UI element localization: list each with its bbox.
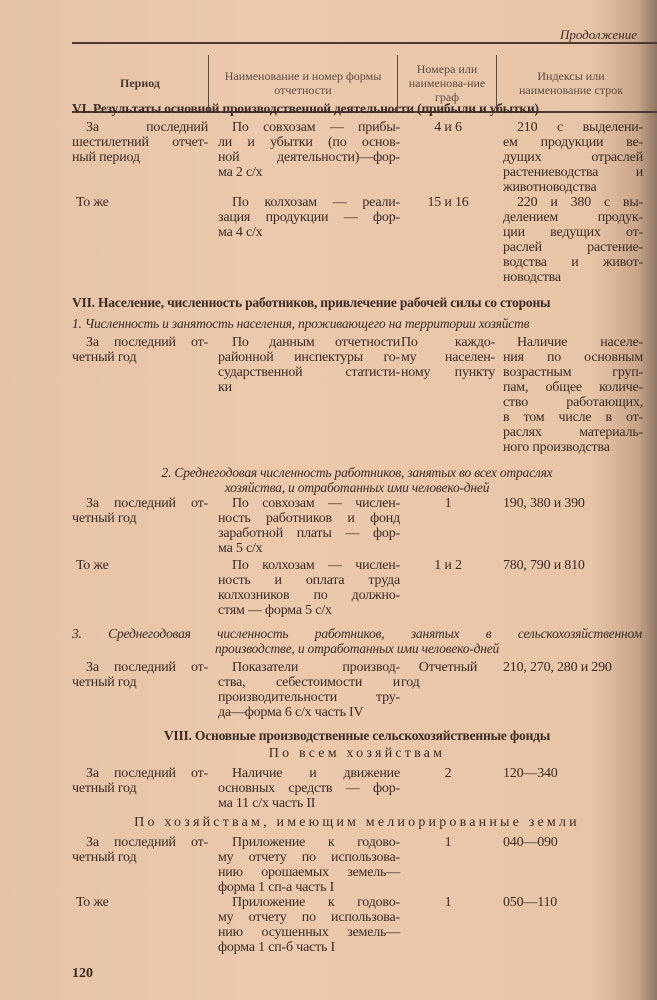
cell-form — [218, 660, 400, 720]
header-form: Наименование и номер формы отчетности — [224, 69, 382, 97]
section-heading — [72, 728, 642, 743]
cell-index — [503, 195, 643, 285]
cell-line: За последний от- — [86, 766, 208, 781]
cell-line: форма 1 сп-б часть I — [218, 940, 335, 955]
header-index: Индексы или наименование строк — [518, 69, 624, 97]
cell-line: 4 и 6 — [434, 120, 462, 135]
cell-form — [218, 195, 400, 240]
cell-form — [218, 766, 400, 811]
cell-line: нию орошаемых земель— — [218, 865, 400, 880]
cell-line: ки — [218, 380, 232, 395]
section-spaced — [72, 746, 642, 761]
cell-line: По совхозам — прибы- — [232, 120, 400, 135]
cell-line: пам, общее количе- — [503, 380, 643, 395]
cell-line: По колхозам — реали- — [232, 195, 400, 210]
section-line: производстве, и отработанных ими человеко-дней — [214, 641, 500, 656]
cell-line: То же — [76, 558, 109, 573]
cell-period — [72, 335, 208, 365]
cell-line: По совхозам — числен- — [232, 496, 400, 511]
cell-line: 210 с выделени- — [517, 120, 643, 135]
cell-period — [72, 766, 208, 796]
cell-line: в том числе в от- — [503, 410, 643, 425]
cell-period — [72, 496, 208, 526]
cell-line: Приложение к годово- — [232, 895, 400, 910]
table-top-rule — [72, 42, 657, 44]
cell-line: растениеводства и — [503, 165, 643, 180]
cell-line: 1 и 2 — [434, 558, 462, 573]
cell-line: производительности тру- — [218, 690, 400, 705]
cell-line: Приложение к годово- — [232, 835, 400, 850]
section-line: VI. Результаты основной производственной деятельности (прибыли и убытки) — [72, 101, 539, 116]
cell-graf — [401, 120, 495, 135]
cell-line: четный год — [72, 675, 137, 690]
cell-line: дущих отраслей — [503, 150, 643, 165]
cell-graf — [401, 766, 495, 781]
cell-line: Наличие населе- — [517, 335, 643, 350]
cell-line: возрастным груп- — [503, 365, 643, 380]
cell-line: ма 4 с/х — [218, 225, 263, 240]
cell-graf — [401, 496, 495, 511]
cell-period — [72, 660, 208, 690]
cell-line: То же — [76, 195, 109, 210]
cell-line: 220 и 380 с вы- — [517, 195, 643, 210]
cell-line: ли и убытки (по основ- — [218, 135, 400, 150]
cell-line: ному пункту — [401, 365, 495, 380]
cell-line: ма 11 с/х часть II — [218, 796, 316, 811]
section-heading — [72, 295, 642, 310]
cell-line: 15 и 16 — [427, 195, 469, 210]
cell-line: да—форма 6 с/х часть IV — [218, 705, 364, 720]
cell-line: ность и оплата труда — [218, 573, 400, 588]
cell-line: год — [401, 675, 420, 690]
section-line: VIII. Основные производственные сельскохозяйственные фонды — [163, 728, 551, 743]
cell-graf — [401, 195, 495, 210]
cell-line: стям — форма 5 с/х — [218, 603, 332, 618]
cell-line: ство работающих, — [503, 395, 643, 410]
cell-line: форма 1 сп-а часть I — [218, 880, 335, 895]
section-heading — [72, 101, 642, 116]
cell-line: четный год — [72, 781, 137, 796]
cell-period — [72, 895, 208, 910]
cell-line: То же — [76, 895, 109, 910]
section-line: По всем хозяйствам — [268, 746, 446, 761]
cell-period — [72, 835, 208, 865]
cell-line: ния по основным — [503, 350, 643, 365]
section-ital — [72, 626, 642, 656]
cell-form — [218, 835, 400, 895]
page-number: 120 — [72, 966, 93, 981]
cell-form — [218, 120, 400, 180]
cell-line: За последний от- — [86, 835, 208, 850]
cell-graf — [401, 895, 495, 910]
cell-index — [503, 496, 643, 511]
cell-line: ции ведущих от- — [503, 225, 643, 240]
cell-line: нию осушенных земель— — [218, 925, 400, 940]
cell-line: му отчету по использова- — [218, 910, 400, 925]
header-period: Период — [120, 76, 160, 90]
cell-line: 2 — [444, 766, 452, 781]
cell-graf — [401, 335, 495, 380]
cell-line: четный год — [72, 350, 137, 365]
cell-line: зация продукции — фор- — [218, 210, 400, 225]
cell-line: 1 — [444, 895, 452, 910]
cell-graf — [401, 558, 495, 573]
cell-line: раслей растение- — [503, 240, 643, 255]
cell-line: ма 2 с/х — [218, 165, 263, 180]
cell-index — [503, 120, 643, 195]
section-line: 1. Численность и занятость населения, проживающего на территории хозяйств — [72, 316, 530, 331]
cell-line: ем продукции ве- — [503, 135, 643, 150]
cell-line: За последний — [86, 120, 208, 135]
cell-graf — [401, 835, 495, 850]
section-ital — [72, 316, 642, 331]
cell-index — [503, 835, 643, 850]
cell-line: 1 — [444, 835, 452, 850]
cell-graf — [401, 660, 495, 690]
cell-line: 780, 790 и 810 — [503, 558, 585, 573]
cell-line: ства, себестоимости и — [218, 675, 400, 690]
cell-index — [503, 766, 643, 781]
cell-line: За последний от- — [86, 660, 208, 675]
cell-line: 210, 270, 280 и 290 — [503, 660, 612, 675]
cell-line: колхозников по должно- — [218, 588, 400, 603]
cell-line: четный год — [72, 850, 137, 865]
cell-line: основных средств — фор- — [218, 781, 400, 796]
cell-line: 190, 380 и 390 — [503, 496, 585, 511]
continuation-label: Продолжение — [559, 27, 637, 42]
section-line: хозяйства, и отработанных ими человеко-дней — [224, 480, 490, 495]
section-line: VII. Население, численность работников, привлечение рабочей силы со стороны — [72, 295, 551, 310]
section-spaced — [72, 815, 642, 830]
cell-line: ный период — [72, 150, 140, 165]
cell-index — [503, 335, 643, 455]
cell-line: сударственной статисти- — [218, 365, 400, 380]
cell-line: районной инспектуры го- — [218, 350, 400, 365]
cell-form — [218, 496, 400, 556]
cell-index — [503, 558, 643, 573]
cell-line: ного производства — [503, 440, 610, 455]
cell-line: му населен- — [401, 350, 495, 365]
cell-period — [72, 558, 208, 573]
cell-line: 050—110 — [503, 895, 558, 910]
cell-line: животноводства — [503, 180, 597, 195]
cell-line: 040—090 — [503, 835, 558, 850]
cell-line: ность работников и фонд — [218, 511, 400, 526]
cell-period — [72, 120, 208, 165]
cell-line: За последний от- — [86, 335, 208, 350]
header-graf: Номера или наименова-ние граф — [408, 62, 486, 104]
cell-form — [218, 335, 400, 395]
cell-line: Наличие и движение — [232, 766, 400, 781]
cell-form — [218, 558, 400, 618]
cell-line: делением продук- — [503, 210, 643, 225]
cell-line: водства и живот- — [503, 255, 643, 270]
cell-line: За последний от- — [86, 496, 208, 511]
section-line: По хозяйствам, имеющим мелиорированные земли — [134, 815, 580, 830]
section-line: 2. Среднегодовая численность работников, занятых во всех отраслях — [161, 465, 553, 480]
cell-line: заработной платы — фор- — [218, 526, 400, 541]
cell-line: четный год — [72, 511, 137, 526]
cell-index — [503, 660, 643, 675]
cell-line: ма 5 с/х — [218, 541, 263, 556]
cell-line: новодства — [503, 270, 561, 285]
cell-line: шестилетний отчет- — [72, 135, 208, 150]
cell-line: По колхозам — числен- — [232, 558, 400, 573]
cell-period — [72, 195, 208, 210]
section-line: 3. Среднегодовая численность работников, занятых в сельскохозяйственном — [72, 626, 642, 641]
cell-line: ной деятельности)—фор- — [218, 150, 400, 165]
cell-line: Отчетный — [418, 660, 478, 675]
cell-index — [503, 895, 643, 910]
cell-line: 120—340 — [503, 766, 558, 781]
cell-line: раслях материаль- — [503, 425, 643, 440]
section-ital — [72, 465, 642, 495]
cell-line: 1 — [444, 496, 452, 511]
cell-line: Показатели производ- — [232, 660, 400, 675]
cell-line: По данным отчетности — [232, 335, 400, 350]
cell-line: му отчету по использова- — [218, 850, 400, 865]
cell-form — [218, 895, 400, 955]
cell-line: По каждо- — [401, 335, 495, 350]
